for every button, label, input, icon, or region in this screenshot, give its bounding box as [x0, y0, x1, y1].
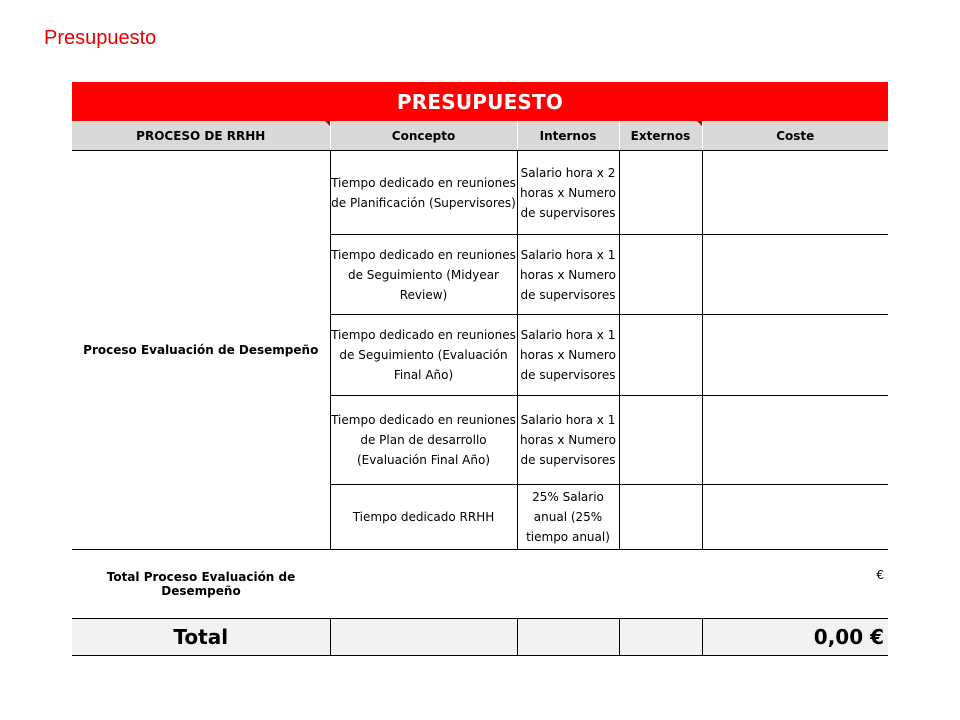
total-internos-cell[interactable] — [517, 619, 619, 656]
header-row — [72, 121, 888, 151]
coste-cell[interactable] — [702, 396, 888, 485]
externos-cell[interactable] — [619, 315, 702, 396]
page-title: Presupuesto — [44, 27, 157, 49]
externos-cell[interactable] — [619, 485, 702, 550]
table-banner: PRESUPUESTO — [72, 82, 888, 121]
externos-cell[interactable] — [619, 235, 702, 315]
budget-table — [72, 82, 888, 656]
concepto-cell[interactable]: Tiempo dedicado en reuniones de Seguimiento (Evaluación Final Año) — [330, 315, 517, 396]
concepto-cell[interactable]: Tiempo dedicado en reuniones de Planificación (Supervisores) — [330, 151, 517, 235]
table-banner-row — [72, 82, 888, 121]
internos-cell[interactable]: Salario hora x 1 horas x Numero de supervisores — [517, 315, 619, 396]
process-name-cell[interactable]: Proceso Evaluación de Desempeño — [72, 151, 330, 550]
header-concepto[interactable]: Concepto — [330, 121, 517, 151]
total-value[interactable]: 0,00 € — [702, 619, 888, 656]
subtotal-label: Total Proceso Evaluación de Desempeño — [72, 550, 330, 619]
internos-cell[interactable]: 25% Salario anual (25% tiempo anual) — [517, 485, 619, 550]
total-row — [72, 619, 888, 656]
header-externos[interactable]: Externos — [619, 121, 702, 151]
coste-cell[interactable] — [702, 315, 888, 396]
total-label: Total — [72, 619, 330, 656]
externos-cell[interactable] — [619, 151, 702, 235]
subtotal-row — [72, 550, 888, 619]
header-internos[interactable]: Internos — [517, 121, 619, 151]
coste-cell[interactable] — [702, 151, 888, 235]
internos-cell[interactable]: Salario hora x 2 horas x Numero de supervisores — [517, 151, 619, 235]
concepto-cell[interactable]: Tiempo dedicado en reuniones de Seguimiento (Midyear Review) — [330, 235, 517, 315]
coste-cell[interactable] — [702, 235, 888, 315]
internos-cell[interactable]: Salario hora x 1 horas x Numero de supervisores — [517, 396, 619, 485]
internos-cell[interactable]: Salario hora x 1 horas x Numero de supervisores — [517, 235, 619, 315]
externos-cell[interactable] — [619, 396, 702, 485]
concepto-cell[interactable]: Tiempo dedicado en reuniones de Plan de desarrollo (Evaluación Final Año) — [330, 396, 517, 485]
total-externos-cell[interactable] — [619, 619, 702, 656]
total-concepto-cell[interactable] — [330, 619, 517, 656]
table-row — [72, 151, 888, 235]
header-coste[interactable]: Coste — [702, 121, 888, 151]
header-proceso[interactable]: PROCESO DE RRHH — [72, 121, 330, 151]
subtotal-value[interactable]: € — [330, 550, 888, 619]
concepto-cell[interactable]: Tiempo dedicado RRHH — [330, 485, 517, 550]
coste-cell[interactable] — [702, 485, 888, 550]
